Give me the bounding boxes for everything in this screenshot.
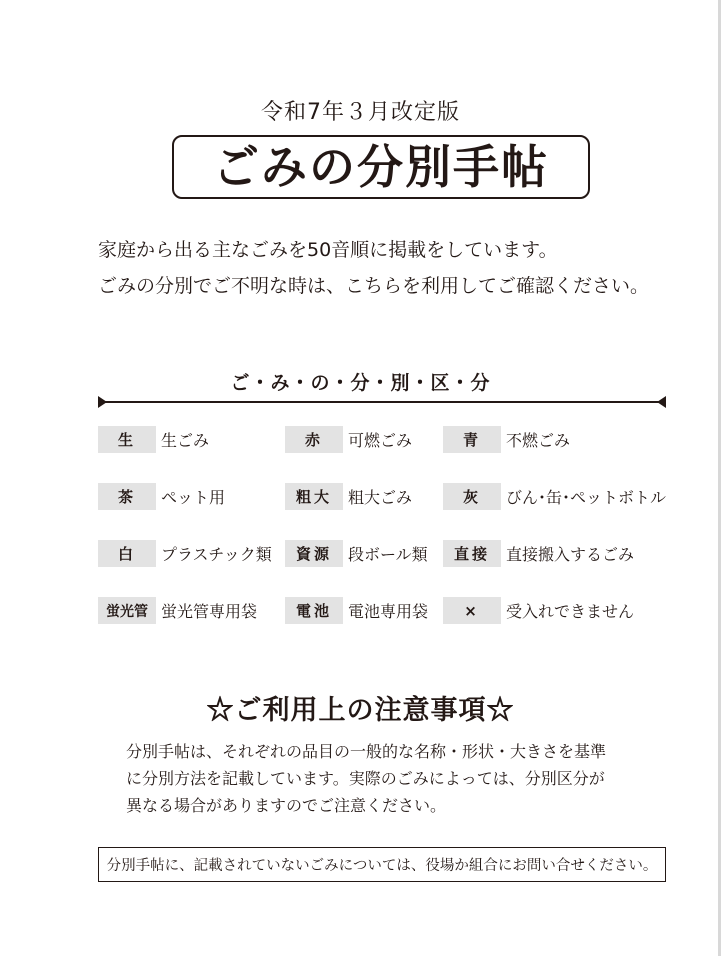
- divider-right-arrow: [657, 396, 666, 408]
- category-item: [443, 426, 570, 453]
- category-code: 生: [98, 426, 156, 453]
- notes-line: 分別手帖は、それぞれの品目の一般的な名称・形状・大きさを基準: [126, 742, 607, 761]
- notes-line: 異なる場合がありますのでご注意ください。: [126, 796, 447, 815]
- category-item: [443, 540, 634, 567]
- category-label: ペット用: [161, 488, 226, 507]
- footer-notice: [98, 847, 666, 882]
- category-label: 段ボール類: [348, 545, 428, 564]
- category-item: [285, 483, 412, 510]
- footer-notice-text: 分別手帖に、記載されていないごみについては、役場か組合にお問い合せください。: [106, 858, 658, 874]
- category-code: 青: [443, 426, 501, 453]
- category-item: [443, 597, 634, 624]
- category-label: 粗大ごみ: [348, 488, 413, 507]
- category-code: 白: [98, 540, 156, 567]
- category-label: 直接搬入するごみ: [506, 545, 635, 564]
- category-item: [98, 597, 257, 624]
- category-label: びん･缶･ペットボトル: [506, 488, 667, 507]
- category-label: 生ごみ: [161, 431, 210, 450]
- categories-heading: ご・み・の・分・別・区・分: [230, 372, 491, 394]
- category-code: 直接: [443, 540, 501, 567]
- category-code: 灰: [443, 483, 501, 510]
- intro-line: 家庭から出る主なごみを50音順に掲載をしています。: [98, 239, 558, 261]
- category-code: 赤: [285, 426, 343, 453]
- divider-line: [98, 401, 666, 403]
- category-label: プラスチック類: [161, 545, 272, 564]
- category-label: 蛍光管専用袋: [161, 602, 258, 621]
- category-code: 茶: [98, 483, 156, 510]
- category-code: 資源: [285, 540, 343, 567]
- category-code: ×: [443, 597, 501, 624]
- category-item: [443, 483, 666, 510]
- category-code: 蛍光管: [98, 597, 156, 624]
- notes-heading: ☆ご利用上の注意事項☆: [206, 695, 515, 726]
- category-item: [285, 597, 428, 624]
- category-item: [98, 426, 209, 453]
- category-label: 受入れできません: [506, 602, 635, 621]
- category-item: [285, 540, 428, 567]
- intro-line: ごみの分別でご不明な時は、こちらを利用してご確認ください。: [98, 275, 650, 297]
- page-title: ごみの分別手帖: [213, 140, 549, 194]
- category-label: 可燃ごみ: [348, 431, 413, 450]
- category-code: 粗大: [285, 483, 343, 510]
- category-item: [285, 426, 412, 453]
- category-code: 電池: [285, 597, 343, 624]
- intro-text: [98, 232, 649, 304]
- category-item: [98, 483, 225, 510]
- notes-line: に分別方法を記載しています。実際のごみによっては、分別区分が: [126, 769, 605, 788]
- edition-label: 令和7年３月改定版: [261, 100, 460, 125]
- notes-body: [126, 738, 606, 819]
- category-item: [98, 540, 272, 567]
- category-label: 電池専用袋: [348, 602, 429, 621]
- category-label: 不燃ごみ: [506, 431, 571, 450]
- title-box: [172, 135, 590, 199]
